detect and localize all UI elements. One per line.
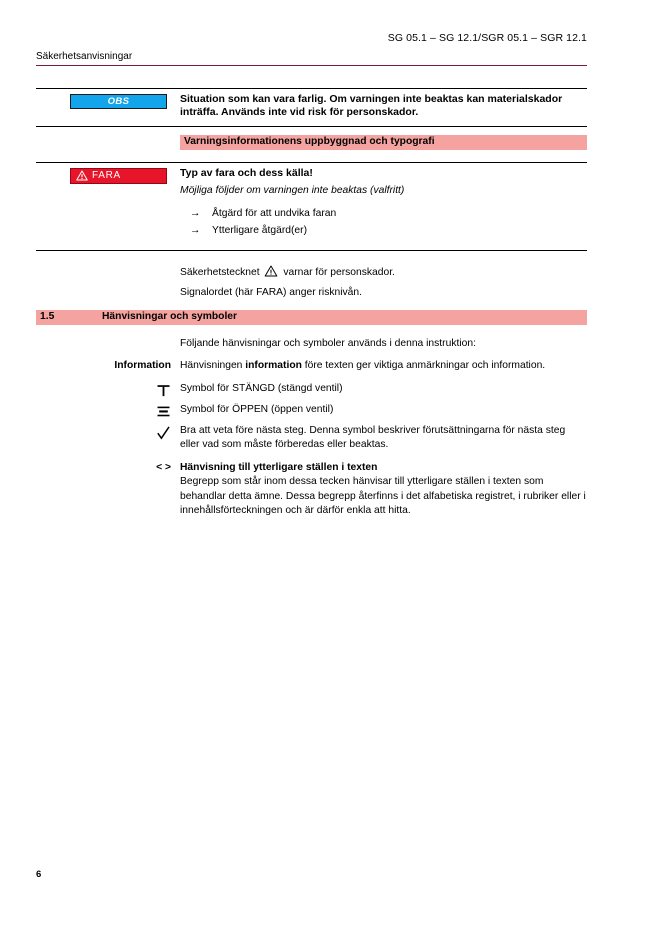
- page-content: [36, 88, 587, 519]
- typography-bar: [180, 135, 587, 150]
- safety-sign-explanation-row: [36, 265, 587, 281]
- checkmark-icon-cell: [36, 424, 180, 440]
- section-title: Hänvisningar och symboler: [102, 311, 238, 323]
- cross-reference-marker: < >: [156, 461, 171, 473]
- signal-word-explanation-row: [36, 286, 587, 301]
- obs-badge: [70, 94, 167, 109]
- cross-reference-text-row: [36, 475, 587, 519]
- arrow-right-icon: →: [190, 223, 201, 236]
- checkmark-text: Bra att veta före nästa steg. Denna symbol beskriver förutsättningarna för nästa steg eller vad som måste förberedas eller beaktas.: [180, 424, 566, 451]
- signal-word-spacer: [36, 286, 180, 288]
- danger-bottom-rule: [36, 250, 587, 251]
- section-heading-1-5: [36, 310, 587, 325]
- symbol-row-valve-open: [36, 403, 587, 418]
- section-intro-text: Följande hänvisningar och symboler används i denna instruktion:: [180, 337, 476, 349]
- fara-badge-label: FARA: [92, 169, 121, 181]
- page-number: 6: [36, 869, 42, 880]
- valve-closed-icon-cell: [36, 382, 180, 397]
- notice-block-obs: [36, 88, 587, 127]
- section-intro-row: [36, 337, 587, 352]
- danger-title: Typ av fara och dess källa!: [180, 166, 313, 179]
- danger-action-list: [180, 205, 587, 239]
- list-item: [180, 205, 587, 222]
- page-header: [36, 32, 587, 66]
- valve-closed-icon: [157, 384, 170, 397]
- section-number: 1.5: [40, 311, 55, 323]
- valve-open-icon: [157, 405, 170, 418]
- cross-reference-title-row: [36, 461, 587, 476]
- header-divider: [36, 65, 587, 66]
- symbol-row-valve-closed: [36, 382, 587, 397]
- valve-open-text: Symbol för ÖPPEN (öppen ventil): [180, 403, 334, 415]
- fara-badge: [70, 168, 167, 184]
- information-text: [180, 359, 587, 374]
- information-text-before: Hänvisningen: [180, 360, 246, 372]
- warning-triangle-icon: [264, 265, 278, 277]
- arrow-right-icon: →: [190, 206, 201, 219]
- obs-badge-label: OBS: [107, 95, 130, 107]
- safety-sign-spacer: [36, 265, 180, 267]
- notice-bottom-rule: [36, 126, 587, 127]
- danger-badge-column: [36, 163, 180, 184]
- action-text: Ytterligare åtgärd(er): [212, 224, 307, 236]
- danger-block-fara: [36, 162, 587, 251]
- list-item: [180, 222, 587, 239]
- typography-bar-title: Varningsinformationens uppbyggnad och typografi: [184, 136, 435, 148]
- danger-text-column: [180, 163, 587, 250]
- safety-sign-text: [180, 265, 587, 281]
- notice-text-column: [180, 89, 587, 126]
- checkmark-icon: [157, 426, 170, 440]
- symbol-row-checkmark: [36, 424, 587, 453]
- notice-badge-column: [36, 89, 180, 109]
- chapter-title: Säkerhetsanvisningar: [36, 51, 133, 62]
- cross-reference-text: Begrepp som står inom dessa tecken hänvisar till ytterligare ställen i texten som behandlar detta ämne. Dessa begrepp återfinns i det alfabetiska registret, i rubriker eller i innehållsförteckningen och är därför enkla att hitta.: [180, 476, 586, 517]
- information-row: [36, 359, 587, 374]
- warning-triangle-icon: [76, 170, 88, 181]
- document-code: SG 05.1 – SG 12.1/SGR 05.1 – SGR 12.1: [387, 32, 587, 44]
- danger-consequence: Möjliga följder om varningen inte beaktas (valfritt): [180, 185, 405, 197]
- action-text: Åtgärd för att undvika faran: [212, 207, 337, 219]
- valve-open-icon-cell: [36, 403, 180, 418]
- valve-closed-text: Symbol för STÄNGD (stängd ventil): [180, 382, 343, 394]
- information-label: Information: [114, 360, 171, 372]
- safety-sign-suffix: varnar för personskador.: [283, 266, 395, 278]
- cross-reference-spacer: [36, 475, 180, 477]
- information-text-after: före texten ger viktiga anmärkningar och information.: [301, 360, 546, 372]
- cross-reference-title: Hänvisning till ytterligare ställen i texten: [180, 461, 378, 473]
- information-text-bold: information: [245, 360, 302, 372]
- notice-text: Situation som kan vara farlig. Om varningen inte beaktas kan materialskador inträffa. Används inte vid risk för personskador.: [180, 93, 563, 119]
- intro-spacer: [36, 337, 180, 339]
- signal-word-text: Signalordet (här FARA) anger risknivån.: [180, 287, 362, 299]
- safety-sign-prefix: Säkerhetstecknet: [180, 266, 260, 278]
